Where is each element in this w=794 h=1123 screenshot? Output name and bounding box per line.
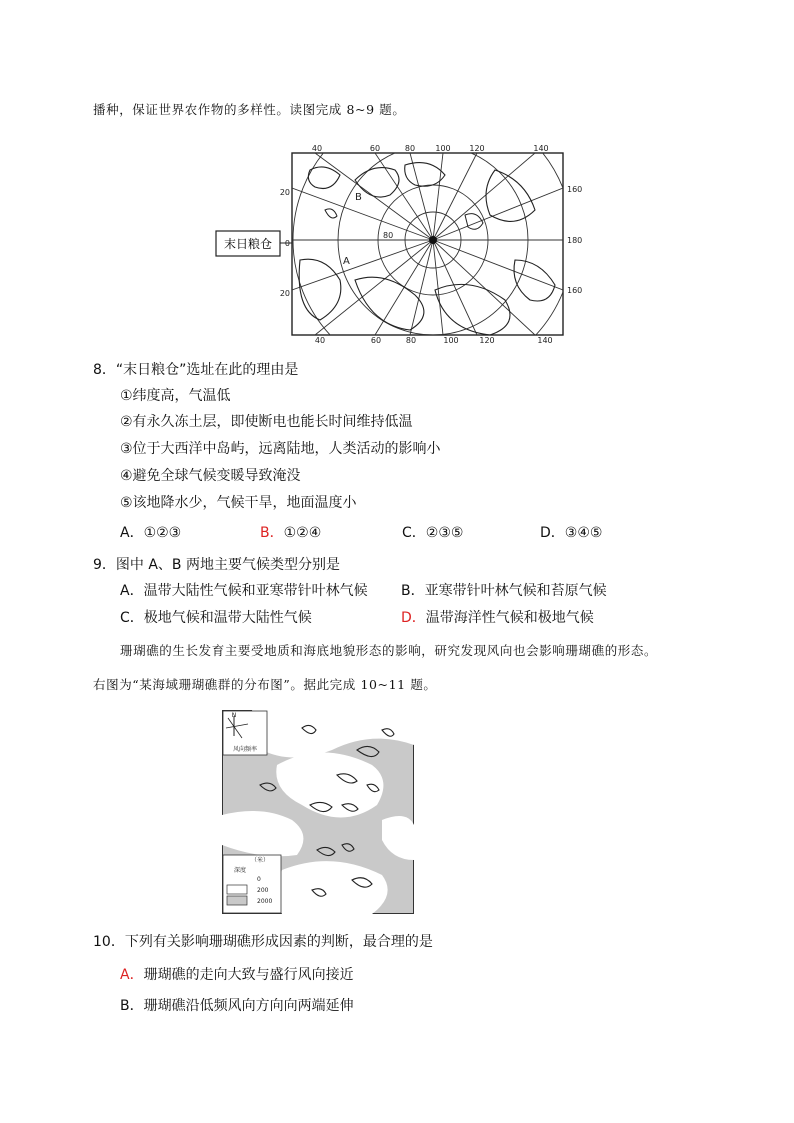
q9-option-b-text: 亚寒带针叶林气候和苔原气候 (424, 583, 607, 599)
q10-option-a[interactable] (120, 964, 354, 984)
q9-option-d-text: 温带海洋性气候和极地气候 (425, 610, 594, 626)
legend-swatch-shallow (227, 885, 247, 894)
letter-a: A (343, 256, 350, 267)
q9-option-a-letter: A． (120, 583, 144, 599)
legend-value-1: 200 (257, 887, 269, 894)
left-tick-1: 20 (279, 188, 290, 197)
q10-option-b[interactable] (120, 995, 354, 1015)
bottom-tick-1: 40 (314, 336, 326, 345)
coral-reef-map-svg (222, 710, 414, 914)
q8-option-c-text: ②③⑤ (425, 525, 464, 541)
arctic-map-figure (215, 140, 587, 345)
q9-option-a[interactable] (120, 580, 368, 600)
bottom-tick-6: 140 (537, 336, 553, 345)
q9-option-d-letter: D． (401, 610, 426, 626)
passage-line-2: 右图为“某海域珊瑚礁群的分布图”。据此完成 10~11 题。 (93, 677, 437, 692)
q8-option-a[interactable] (120, 522, 181, 542)
label-box-text: 末日粮仓 (223, 237, 273, 251)
right-tick-3: 160 (567, 286, 583, 295)
q10-option-b-letter: B． (120, 998, 144, 1014)
q8-item-1: ①纬度高，气温低 (120, 388, 231, 404)
q10-option-a-text: 珊瑚礁的走向大致与盛行风向接近 (143, 967, 354, 983)
q8-item-5: ⑤该地降水少，气候干旱，地面温度小 (120, 495, 357, 511)
q8-item-2: ②有永久冻土层，即使断电也能长时间维持低温 (120, 414, 413, 430)
top-tick-1: 40 (311, 144, 323, 153)
legend-value-0: 0 (257, 876, 261, 883)
right-tick-1: 160 (567, 185, 583, 194)
q8-option-b-letter: B． (260, 525, 284, 541)
legend-title: 深度 (233, 867, 247, 874)
top-tick-6: 140 (533, 144, 549, 153)
q8-item-4: ④避免全球气候变暖导致淹没 (120, 468, 301, 484)
q9-option-b[interactable] (401, 580, 607, 600)
right-tick-2: 180 (567, 236, 583, 245)
q10-option-b-text: 珊瑚礁沿低频风向方向向两端延伸 (143, 998, 354, 1014)
north-label: N (231, 712, 237, 719)
q8-option-a-text: ①②③ (143, 525, 182, 541)
top-tick-5: 120 (469, 144, 485, 153)
q8-option-b[interactable] (260, 522, 321, 542)
q9-option-c-letter: C． (120, 610, 144, 626)
coral-reef-map-figure (222, 710, 414, 914)
q8-stem: 8．“末日粮仓”选址在此的理由是 (93, 362, 299, 378)
bottom-tick-3: 80 (405, 336, 417, 345)
wind-freq-label: 风向频率 (232, 746, 258, 753)
bottom-tick-4: 100 (443, 336, 459, 345)
q9-option-c[interactable] (120, 607, 312, 627)
top-tick-4: 100 (435, 144, 451, 153)
q9-option-d[interactable] (401, 607, 594, 627)
q8-item-3: ③位于大西洋中岛屿，远离陆地，人类活动的影响小 (120, 441, 441, 457)
q8-option-c[interactable] (402, 522, 463, 542)
bottom-tick-2: 60 (370, 336, 382, 345)
left-tick-2: 0 (284, 239, 290, 248)
top-tick-2: 60 (369, 144, 381, 153)
q9-stem: 9．图中 A、B 两地主要气候类型分别是 (93, 557, 340, 573)
intro-text: 播种，保证世界农作物的多样性。读图完成 8~9 题。 (93, 102, 406, 117)
lat-label-80: 80 (383, 231, 394, 240)
q10-stem: 10．下列有关影响珊瑚礁形成因素的判断，最合理的是 (93, 934, 433, 950)
letter-b: B (355, 192, 362, 203)
q10-option-a-letter: A． (120, 967, 144, 983)
q8-option-d[interactable] (540, 522, 602, 542)
q8-option-d-text: ③④⑤ (564, 525, 603, 541)
q8-option-a-letter: A． (120, 525, 144, 541)
arctic-map-svg (215, 140, 587, 345)
left-tick-3: 20 (279, 289, 290, 298)
passage-line-1: 珊瑚礁的生长发育主要受地质和海底地貌形态的影响，研究发现风向也会影响珊瑚礁的形态。 (120, 643, 658, 658)
q8-option-c-letter: C． (402, 525, 426, 541)
legend-unit: （米） (250, 857, 270, 864)
q9-option-a-text: 温带大陆性气候和亚寒带针叶林气候 (143, 583, 368, 599)
legend-value-2: 2000 (257, 898, 273, 905)
q8-option-b-text: ①②④ (283, 525, 322, 541)
q8-option-d-letter: D． (540, 525, 565, 541)
north-pole-dot (429, 236, 437, 244)
legend-swatch-deep (227, 896, 247, 905)
q9-option-c-text: 极地气候和温带大陆性气候 (143, 610, 312, 626)
q9-option-b-letter: B． (401, 583, 425, 599)
bottom-tick-5: 120 (479, 336, 495, 345)
top-tick-3: 80 (404, 144, 416, 153)
